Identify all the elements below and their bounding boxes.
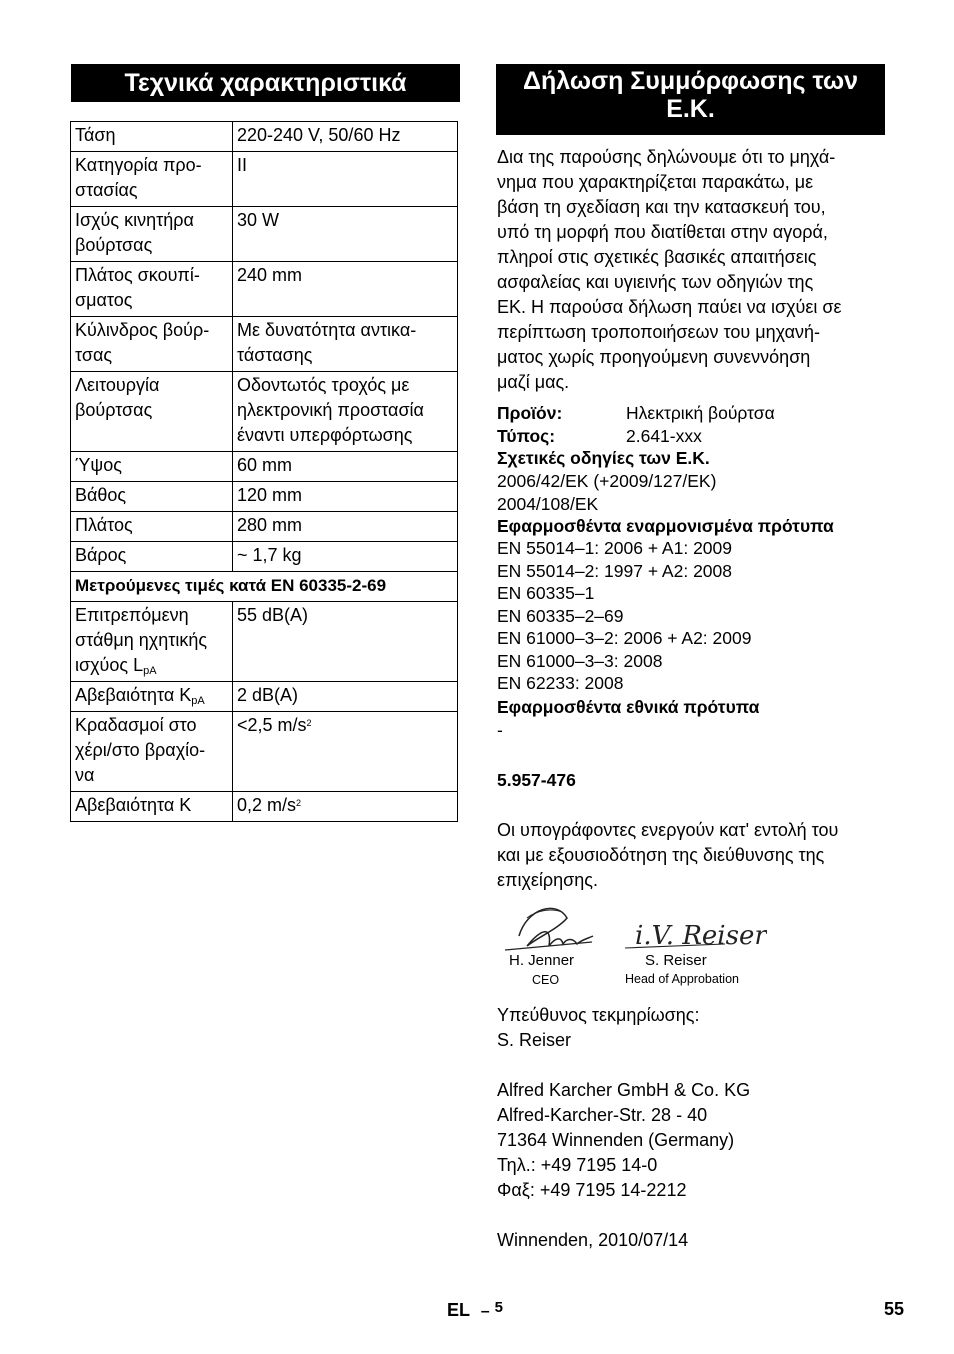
- measured-header-row: [71, 572, 458, 602]
- table-row: [71, 602, 458, 682]
- spec-value: 2 dB(A): [233, 682, 458, 712]
- table-row: [71, 207, 458, 262]
- spec-key: Ύψος: [71, 452, 233, 482]
- company-address: Alfred Karcher GmbH & Co. KG Alfred-Karcher-Str. 28 - 40 71364 Winnenden (Germany) Τηλ.: +49 7195 14-0 Φαξ: +49 7195 14-2212: [497, 1080, 751, 1200]
- directives-list: 2006/42/ΕΚ (+2009/127/ΕΚ) 2004/108/ΕΚ: [497, 471, 717, 514]
- signatory-1-role: CEO: [532, 973, 560, 987]
- table-row: [71, 792, 458, 822]
- spec-key: Κατηγορία προ- στασίας: [71, 152, 233, 207]
- type-value: 2.641-xxx: [626, 426, 702, 446]
- spec-key: Τάση: [71, 122, 233, 152]
- signature-block: [497, 898, 767, 993]
- page-number: 55: [884, 1299, 905, 1319]
- spec-key: Βάρος: [71, 542, 233, 572]
- spec-key: Αβεβαιότητα $K_{pA}$: [71, 682, 233, 712]
- table-row: [71, 372, 458, 452]
- table-row: [71, 262, 458, 317]
- signatory-1-name: H. Jenner: [509, 952, 575, 969]
- spec-rows: [71, 122, 458, 572]
- measured-values: [71, 572, 458, 822]
- type-label: Τύπος:: [497, 426, 556, 446]
- table-row: [71, 317, 458, 372]
- spec-key: Κραδασμοί στο χέρι/στο βραχίο- να: [71, 712, 233, 792]
- spec-value: Οδοντωτός τροχός με ηλεκτρονική προστασία έναντι υπερφόρτωσης: [233, 372, 458, 452]
- table-row: [71, 512, 458, 542]
- spec-key: Βάθος: [71, 482, 233, 512]
- spec-value: 55 dB(A): [233, 602, 458, 682]
- reiser-handwriting: i.V. Reiser: [635, 921, 767, 951]
- document-number: 5.957-476: [497, 770, 576, 790]
- section-title-technical: Τεχνικά χαρακτηριστικά: [71, 64, 460, 102]
- signatory-2-role: Head of Approbation: [625, 972, 739, 986]
- spec-value: 220-240 V, 50/60 Hz: [233, 122, 458, 152]
- table-row: [71, 482, 458, 512]
- spec-value: <2,5 $m/s^2$: [233, 712, 458, 792]
- place-date: Winnenden, 2010/07/14: [497, 1230, 689, 1250]
- spec-key: Αβεβαιότητα K: [71, 792, 233, 822]
- spec-key: Ισχύς κινητήρα βούρτσας: [71, 207, 233, 262]
- signatory-2-name: S. Reiser: [645, 952, 707, 969]
- directives-title: Σχετικές οδηγίες των Ε.Κ.: [497, 448, 710, 468]
- table-row: [71, 712, 458, 792]
- harmonised-title: Εφαρμοσθέντα εναρμονισμένα πρότυπα: [497, 516, 834, 536]
- spec-value: 0,2 $m/s^2$: [233, 792, 458, 822]
- table-row: [71, 682, 458, 712]
- spec-key: Κύλινδρος βούρ- τσας: [71, 317, 233, 372]
- spec-key: Λειτουργία βούρτσας: [71, 372, 233, 452]
- national-title: Εφαρμοσθέντα εθνικά πρότυπα: [497, 697, 760, 717]
- product-value: Ηλεκτρική βούρτσα: [626, 403, 775, 423]
- spec-value: 120 mm: [233, 482, 458, 512]
- table-row: [71, 542, 458, 572]
- table-row: [71, 122, 458, 152]
- spec-value: ~ 1,7 kg: [233, 542, 458, 572]
- section-title-declaration: Δήλωση Συμμόρφωσης των Ε.Κ.: [496, 64, 885, 135]
- spec-key: Επιτρεπόμενη στάθμη ηχητικής ισχύος $L_{pA}$: [71, 602, 233, 682]
- spec-value: II: [233, 152, 458, 207]
- measured-header: Μετρούμενες τιμές κατά EN 60335-2-69: [71, 572, 458, 602]
- declaration-intro: Δια της παρούσης δηλώνουμε ότι το μηχά- νημα που χαρακτηρίζεται παρακάτω, με βάση τη σχεδίαση και την κατασκευή του, υπό τη μορφή που διατίθεται στην αγορά, πληροί στις σχετικές βασικές απαιτήσεις ασφαλείας και υγιεινής των οδηγιών της ΕΚ. Η παρούσα δήλωση παύει να ισχύει σε περίπτωση τροποποιήσεων του μηχανή- ματος χωρίς προηγούμενη συνεννόηση μαζί μας.: [497, 147, 842, 392]
- technical-specs-table: [70, 121, 458, 822]
- spec-key: Πλάτος: [71, 512, 233, 542]
- spec-key: Πλάτος σκουπί- σματος: [71, 262, 233, 317]
- harmonised-list: EN 55014–1: 2006 + A1: 2009 EN 55014–2: 1997 + A2: 2008 EN 60335–1 EN 60335–2–69 EN 61000–3–2: 2006 + A2: 2009 EN 61000–3–3: 2008 EN 62233: 2008: [497, 538, 752, 693]
- spec-value: 30 W: [233, 207, 458, 262]
- spec-value: Με δυνατότητα αντικα- τάστασης: [233, 317, 458, 372]
- spec-value: 240 mm: [233, 262, 458, 317]
- table-row: [71, 452, 458, 482]
- type-line: [497, 425, 702, 448]
- spec-value: 60 mm: [233, 452, 458, 482]
- product-label: Προϊόν:: [497, 403, 563, 423]
- signatories-text: Οι υπογράφοντες ενεργούν κατ' εντολή του και με εξουσιοδότηση της διεύθυνσης της επιχείρησης.: [497, 820, 839, 890]
- footer-language: EL – $^5$: [447, 1299, 503, 1320]
- national-value: -: [497, 720, 503, 740]
- product-line: [497, 402, 775, 425]
- documentation-responsible: Υπεύθυνος τεκμηρίωσης: S. Reiser: [497, 1005, 700, 1050]
- spec-value: 280 mm: [233, 512, 458, 542]
- signatures-image: [497, 898, 767, 958]
- table-row: [71, 152, 458, 207]
